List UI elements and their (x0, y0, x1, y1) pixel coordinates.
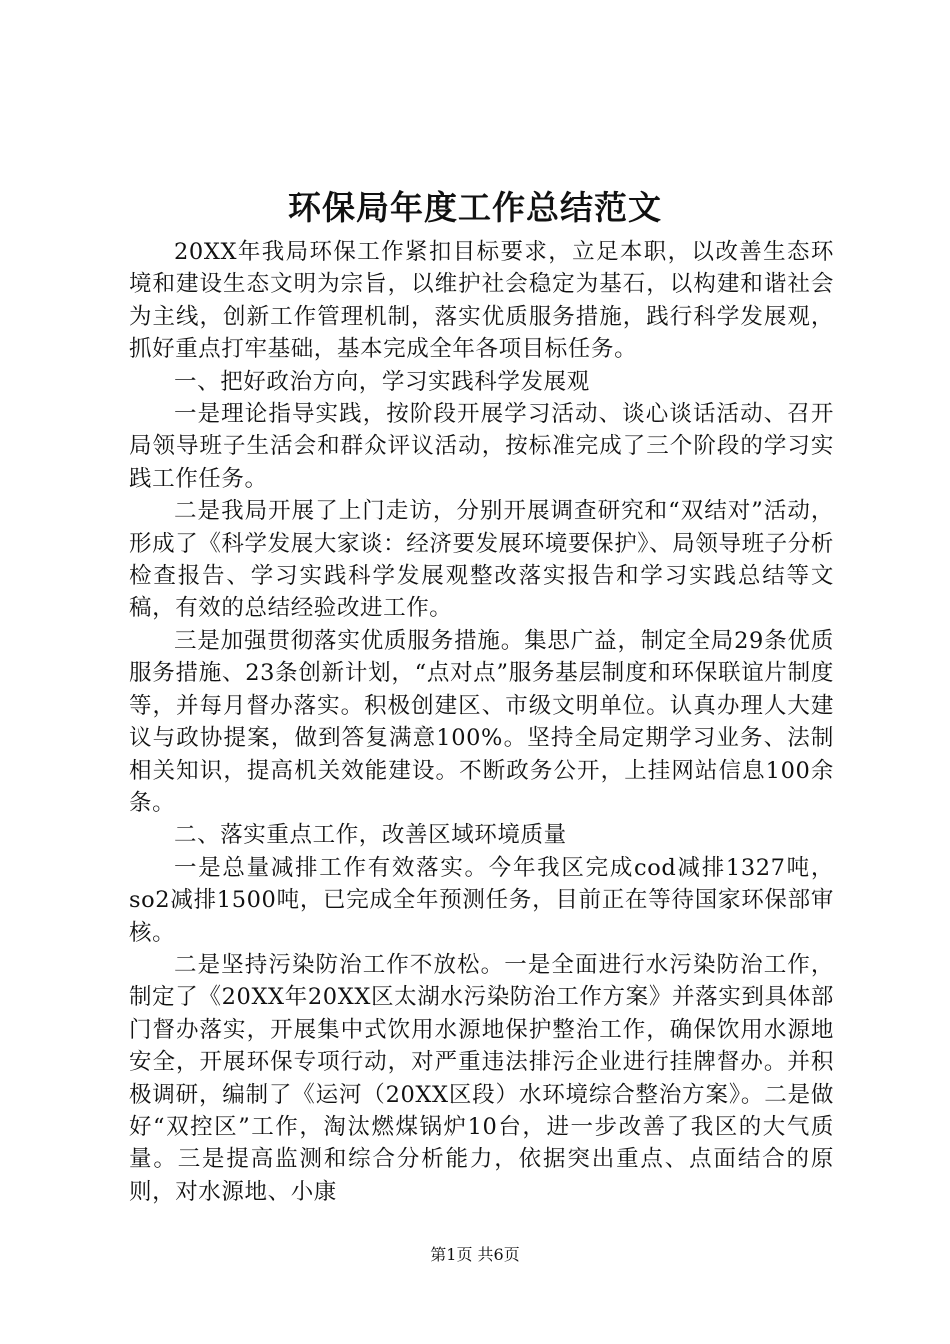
paragraph-2-2: 二是坚持污染防治工作不放松。一是全面进行水污染防治工作，制定了《20XX年20XX区太湖水污染防治工作方案》并落实到具体部门督办落实，开展集中式饮用水源地保护整治工作，确保饮用水源地安全，开展环保专项行动，对严重违法排污企业进行挂牌督办。并积极调研，编制了《运河（20XX区段）水环境综合整治方案》。二是做好“双控区”工作，淘汰燃煤锅炉10台，进一步改善了我区的大气质量。三是提高监测和综合分析能力，依据突出重点、点面结合的原则，对水源地、小康 (129, 951, 834, 1205)
paragraph-1-2: 二是我局开展了上门走访，分别开展调查研究和“双结对”活动，形成了《科学发展大家谈：经济要发展环境要保护》、局领导班子分析检查报告、学习实践科学发展观整改落实报告和学习实践总结等文稿，有效的总结经验改进工作。 (129, 498, 834, 622)
paragraph-1-1: 一是理论指导实践，按阶段开展学习活动、谈心谈话活动、召开局领导班子生活会和群众评议活动，按标准完成了三个阶段的学习实践工作任务。 (129, 401, 834, 492)
page-footer: 第1页 共6页 (430, 1245, 520, 1264)
paragraph-2-1: 一是总量减排工作有效落实。今年我区完成cod减排1327吨，so2减排1500吨，已完成全年预测任务，目前正在等待国家环保部审核。 (129, 854, 834, 946)
page-title: 环保局年度工作总结范文 (288, 188, 662, 227)
paragraph-1-3: 三是加强贯彻落实优质服务措施。集思广益，制定全局29条优质服务措施、23条创新计划，“点对点”服务基层制度和环保联谊片制度等，并每月督办落实。积极创建区、市级文明单位。认真办理人大建议与政协提案，做到答复满意100%。坚持全局定期学习业务、法制相关知识，提高机关效能建设。不断政务公开，上挂网站信息100余条。 (129, 627, 834, 816)
section-heading-1: 一、把好政治方向，学习实践科学发展观 (174, 368, 590, 395)
document-body (129, 236, 834, 1208)
paragraph-intro: 20XX年我局环保工作紧扣目标要求，立足本职，以改善生态环境和建设生态文明为宗旨，以维护社会稳定为基石，以构建和谐社会为主线，创新工作管理机制，落实优质服务措施，践行科学发展观，抓好重点打牢基础，基本完成全年各项目标任务。 (129, 239, 834, 363)
section-heading-2: 二、落实重点工作，改善区域环境质量 (174, 822, 567, 849)
